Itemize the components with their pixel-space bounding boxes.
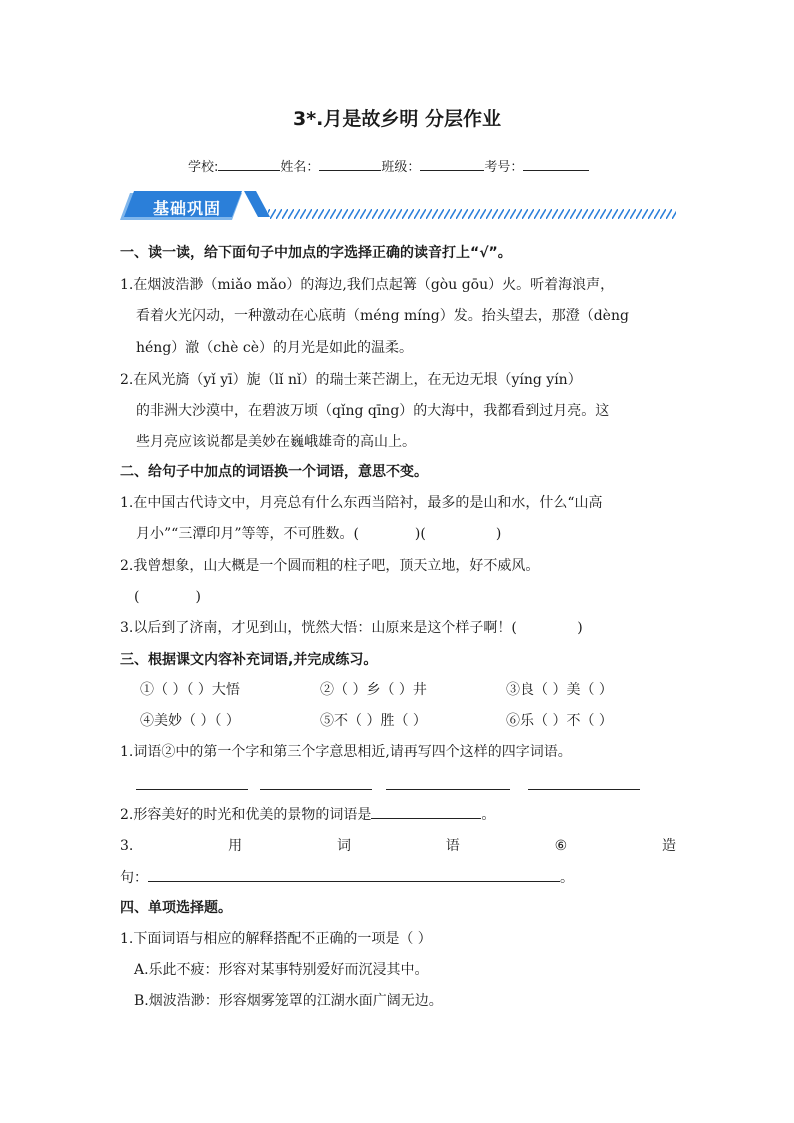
s1-q2-line2: 的非洲大沙漠中，在碧波万顷（qǐng qīng）的大海中，我都看到过月亮。这	[136, 403, 610, 419]
s2-q2-line2: ( )	[134, 589, 201, 605]
answer-blank-2[interactable]	[260, 789, 372, 790]
s3-q1: 1.词语②中的第一个字和第三个字意思相近,请再写四个这样的四字词语。	[120, 744, 572, 760]
s3-q3-second-suffix: 。	[560, 870, 574, 886]
s1-q1-line2: 看着火光闪动，一种激动在心底萌（méng míng）发。抬头望去，那澄（dèng	[136, 308, 629, 324]
banner-stripe-bar	[268, 209, 676, 219]
word-item-1: ①（ ）（ ）大悟	[140, 682, 240, 698]
s1-q2-line1: 2.在风光旖（yǐ yī）旎（lǐ nǐ）的瑞士莱芒湖上，在无边无垠（yíng yín）	[120, 372, 582, 388]
s3-q3-word: 词	[336, 838, 351, 854]
s3-q3-blank[interactable]	[148, 867, 560, 882]
s3-q2	[120, 804, 495, 825]
answer-blank-4[interactable]	[528, 789, 640, 790]
s3-q2-prefix: 2.形容美好的时光和优美的景物的词语是	[120, 807, 372, 823]
name-label: 姓名：	[280, 160, 320, 175]
word-item-2: ②（ ）乡（ ）井	[320, 682, 427, 698]
s1-q1-line1: 1.在烟波浩渺（miǎo mǎo）的海边,我们点起篝（gòu gōu）火。听着海浪声，	[120, 277, 615, 293]
s3-q2-blank[interactable]	[371, 804, 481, 819]
exam-no-field[interactable]	[523, 158, 589, 171]
s3-q2-suffix: 。	[481, 807, 496, 823]
s3-q3-line1	[120, 836, 676, 856]
s1-q1-line3: héng）澈（chè cè）的月光是如此的温柔。	[136, 340, 413, 356]
s4-option-b: B.烟波浩渺：形容烟雾笼罩的江湖水面广阔无边。	[134, 993, 443, 1009]
s4-q1: 1.下面词语与相应的解释搭配不正确的一项是（ ）	[120, 931, 432, 947]
s2-q3-line: 3.以后到了济南，才见到山，恍然大悟：山原来是这个样子啊！( )	[120, 620, 583, 636]
word-item-6: ⑥乐（ ）不（ ）	[506, 713, 613, 729]
s2-q1-line1: 1.在中国古代诗文中，月亮总有什么东西当陪衬，最多的是山和水，什么“山高	[120, 495, 603, 511]
section4-heading: 四、单项选择题。	[120, 900, 232, 916]
exam-no-label: 考号：	[484, 160, 524, 175]
section2-heading: 二、给句子中加点的词语换一个词语，意思不变。	[120, 464, 428, 480]
school-label: 学校:	[188, 160, 219, 175]
name-field[interactable]	[319, 158, 381, 171]
s4-option-a: A.乐此不疲：形容对某事特别爱好而沉浸其中。	[134, 962, 429, 978]
class-label: 班级：	[381, 160, 421, 175]
s2-q1-line2: 月小”“三潭印月”等等，不可胜数。( )( )	[136, 526, 502, 542]
page-title: 3*.月是故乡明 分层作业	[293, 108, 501, 130]
s3-q3-second-prefix: 句：	[120, 870, 148, 886]
student-info-row	[188, 156, 589, 175]
s3-q3-word: 造	[661, 838, 676, 854]
s1-q2-line3: 些月亮应该说都是美妙在巍峨雄奇的高山上。	[136, 434, 416, 450]
banner-slash-shape	[244, 191, 270, 217]
word-item-4: ④美妙（ ）（ ）	[140, 713, 240, 729]
word-item-3: ③良（ ）美（ ）	[506, 682, 613, 698]
word-item-5: ⑤不（ ）胜（ ）	[320, 713, 427, 729]
answer-blank-3[interactable]	[386, 789, 510, 790]
s3-q3-line2	[120, 867, 574, 888]
school-field[interactable]	[218, 158, 280, 171]
banner-label: 基础巩固	[152, 199, 221, 218]
section3-heading: 三、根据课文内容补充词语,并完成练习。	[120, 652, 378, 668]
s2-q2-line1: 2.我曾想象，山大概是一个圆而粗的柱子吧，顶天立地，好不威风。	[120, 558, 540, 574]
class-field[interactable]	[420, 158, 484, 171]
section1-heading: 一、读一读，给下面句子中加点的字选择正确的读音打上“√”。	[120, 245, 512, 261]
s3-q3-word: 用	[228, 838, 243, 854]
s3-q3-word: 语	[445, 838, 460, 854]
s3-q3-word: 3.	[120, 838, 134, 854]
s3-q3-word: ⑥	[554, 838, 568, 854]
answer-blank-1[interactable]	[136, 789, 248, 790]
